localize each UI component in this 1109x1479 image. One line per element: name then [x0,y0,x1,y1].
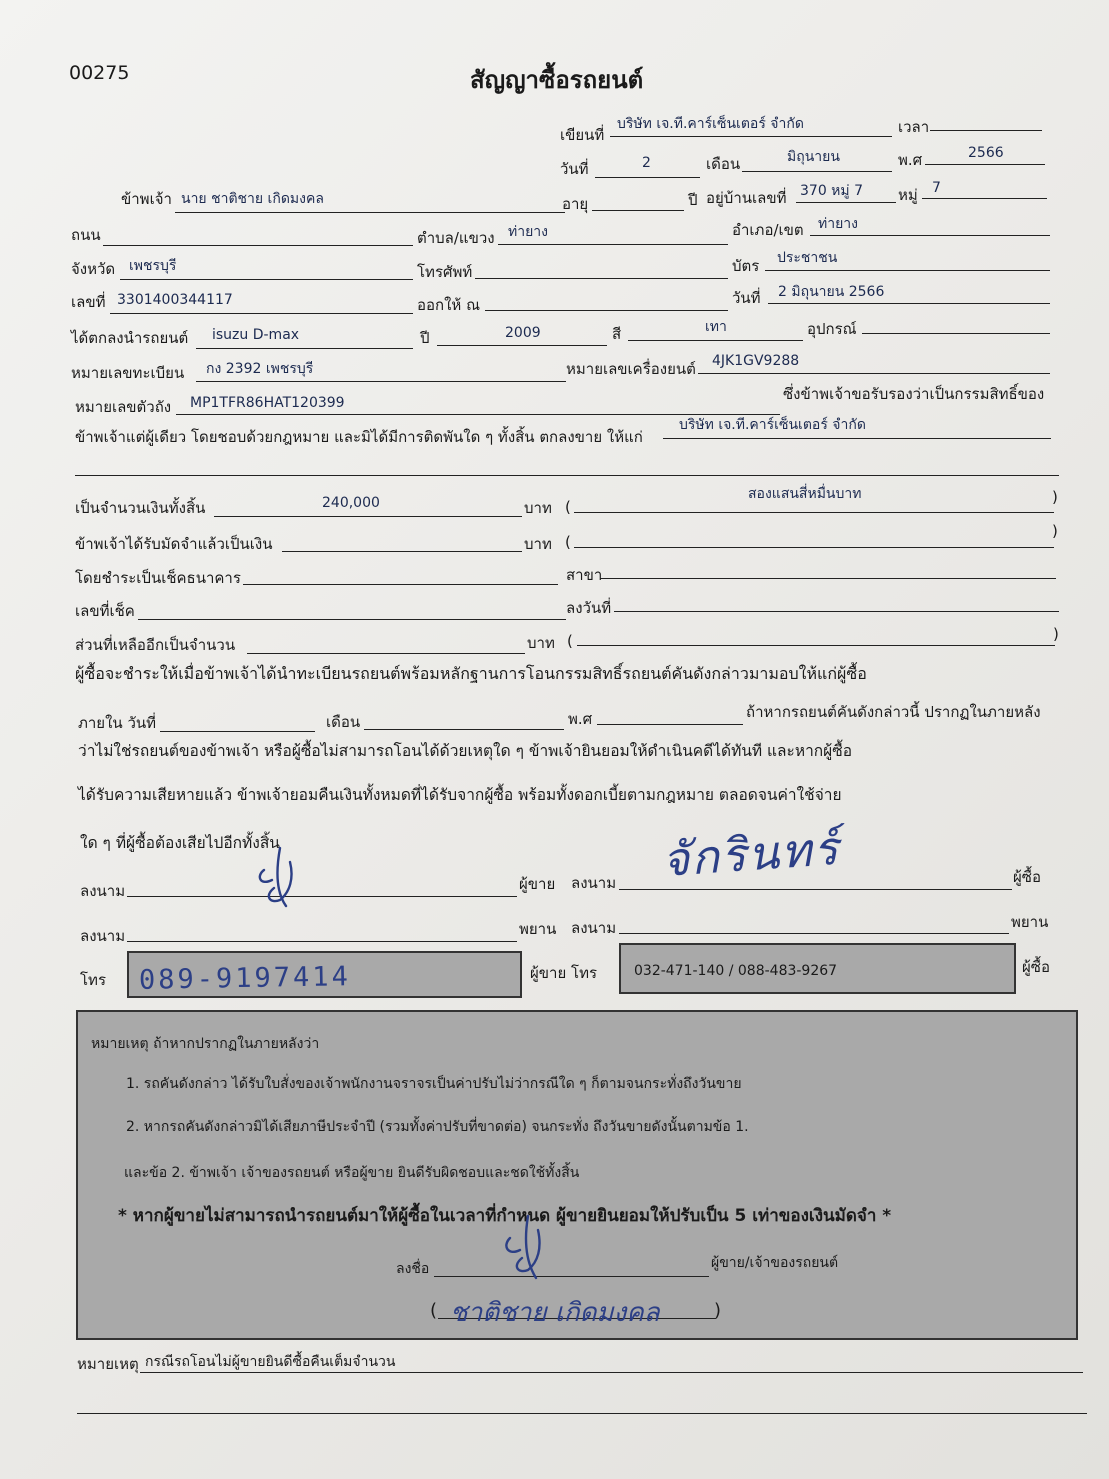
blank-line [75,475,1059,476]
vehicle-year-value: 2009 [505,325,541,341]
month-label: เดือน [706,155,741,173]
road-line [103,245,413,246]
color-label: สี [612,325,622,343]
equipment-line [862,333,1050,334]
footer-note-text: กรณีรถโอนไม่ผู้ขายยินดีซื้อคืนเต็มจำนวน [145,1354,396,1370]
moo-line [922,198,1047,199]
card-label: บัตร [732,257,760,275]
house-label: อยู่บ้านเลขที่ [706,189,787,207]
dated-line [614,611,1059,612]
branch-label: สาขา [566,566,603,584]
sole-text: ข้าพเจ้าแต่ผู้เดียว โดยชอบด้วยกฎหมาย และมิได้มีการติดพันใด ๆ ทั้งสิ้น ตกลงขาย ให้แก่ [75,428,643,446]
deposit-words-line [574,547,1054,548]
buyer-line [663,438,1051,439]
remaining-close-paren: ) [1053,625,1059,643]
house-value: 370 หมู่ 7 [800,183,863,199]
deposit-baht: บาท [524,535,552,553]
notice-owner-label: ผู้ขาย/เจ้าของรถยนต์ [711,1255,839,1271]
notice-penalty: * หากผู้ขายไม่สามารถนำรถยนต์มาให้ผู้ซื้อในเวลาที่กำหนด ผู้ขายยินยอมให้ปรับเป็น 5 เท่าของเงินมัดจำ * [118,1206,892,1226]
engine-value: 4JK1GV9288 [712,353,800,369]
tel-label: โทร [80,971,107,989]
model-value: isuzu D-max [212,327,300,343]
moo-value: 7 [932,180,941,196]
document-title: สัญญาซื้อรถยนต์ [470,66,644,94]
witness2-label: พยาน [1011,913,1049,931]
dated-label: ลงวันที่ [566,599,612,617]
terms-line1: ผู้ซื้อจะชำระให้เมื่อข้าพเจ้าได้นำทะเบียนรถยนต์พร้อมหลักฐานการโอนกรรมสิทธิ์รถยนต์คันดังกล่าวมามอบให้แก่ผู้ซื้อ [75,664,867,683]
district-value: ท่ายาง [818,216,858,232]
buyer-value: บริษัท เจ.ที.คาร์เซ็นเตอร์ จำกัด [679,417,866,433]
name-value: นาย ชาติชาย เกิดมงคล [181,191,324,207]
printed-name-open-paren: ( [430,1300,438,1321]
written-at-line [610,136,892,137]
agree-label: ได้ตกลงนำรถยนต์ [71,329,189,347]
witness2-line [619,933,1009,934]
plate-value: กง 2392 เพชรบุรี [206,361,314,377]
cert-text: ซึ่งข้าพเจ้าขอรับรองว่าเป็นกรรมสิทธิ์ของ [783,385,1045,403]
deposit-close-paren: ) [1052,522,1058,540]
notice-item3: และข้อ 2. ข้าพเจ้า เจ้าของรถยนต์ หรือผู้ขาย ยินดีรับผิดชอบและชดใช้ทั้งสิ้น [124,1165,580,1181]
district-line [810,235,1050,236]
deposit-label: ข้าพเจ้าได้รับมัดจำแล้วเป็นเงิน [75,535,273,553]
buyer-phone: 032-471-140 / 088-483-9267 [634,963,838,979]
witness2-sign-label: ลงนาม [571,919,617,937]
printed-name: ชาติชาย เกิดมงคล [450,1298,660,1328]
total-value: 240,000 [322,495,380,511]
color-line [628,340,803,341]
issued-at-label: ออกให้ ณ [417,296,480,314]
subdistrict-line [498,244,728,245]
year-value: 2566 [968,145,1004,161]
subdistrict-value: ท่ายาง [508,224,548,240]
total-open-paren: ( [565,498,571,516]
phone-line [475,278,728,279]
chassis-label: หมายเลขตัวถัง [75,398,172,416]
date-label: วันที่ [560,160,589,178]
notice-box [76,1010,1078,1340]
vehicle-year-label: ปี [420,329,430,347]
card-line [765,270,1050,271]
terms-line3: ว่าไม่ใช่รถยนต์ของข้าพเจ้า หรือผู้ซื้อไม่สามารถโอนได้ด้วยเหตุใด ๆ ข้าพเจ้ายินยอมให้ดำเนินคดีได้ทันที และหากผู้ซื้อ [78,742,853,760]
issued-date-value: 2 มิถุนายน 2566 [778,284,885,300]
phone-label: โทรศัพท์ [417,263,473,281]
id-line [110,313,413,314]
buyer-tel-label: ผู้ซื้อ [1022,958,1050,976]
deposit-line [282,551,522,552]
vehicle-year-line [437,345,607,346]
remaining-label: ส่วนที่เหลืออีกเป็นจำนวน [75,636,236,654]
terms-line2-tail: ถ้าหากรถยนต์คันดังกล่าวนี้ ปรากฏในภายหลัง [746,703,1041,721]
subdistrict-label: ตำบล/แขวง [417,229,495,247]
within-year-line [597,724,743,725]
engine-label: หมายเลขเครื่องยนต์ [566,360,696,378]
footer-note-line [140,1372,1083,1373]
time-label: เวลา [898,118,930,136]
witness1-sign-label: ลงนาม [80,927,126,945]
color-value: เทา [705,319,727,335]
chassis-line [176,414,780,415]
within-month-label: เดือน [326,713,361,731]
chassis-value: MP1TFR86HAT120399 [190,395,345,411]
issued-date-line [768,303,1050,304]
month-value: มิถุนายน [787,149,840,165]
total-close-paren: ) [1052,488,1058,506]
remaining-words-line [577,645,1055,646]
notice-sign-label: ลงชื่อ [396,1261,430,1277]
day-value: 2 [642,155,651,171]
total-words-value: สองแสนสี่หมื่นบาท [748,486,862,502]
buyer-phone-box [619,943,1016,994]
witness1-label: พยาน [519,920,557,938]
written-at-value: บริษัท เจ.ที.คาร์เซ็นเตอร์ จำกัด [617,116,804,132]
total-words-line [574,512,1054,513]
total-label: เป็นจำนวนเงินทั้งสิ้น [75,499,206,517]
terms-line5: ใด ๆ ที่ผู้ซื้อต้องเสียไปอีกทั้งสิ้น [80,834,280,852]
name-line [175,212,565,213]
written-at-label: เขียนที่ [560,126,605,144]
total-baht: บาท [524,499,552,517]
i-label: ข้าพเจ้า [121,190,172,208]
seller-signature [250,840,310,910]
cheque-no-line [138,619,566,620]
issued-date-label: วันที่ [732,289,761,307]
document-number: 00275 [69,62,130,84]
notice-item2: 2. หากรถคันดังกล่าวมิได้เสียภาษีประจำปี (รวมทั้งค่าปรับที่ขาดต่อ) จนกระทั่ง ถึงวันขายดังนั้นตามข้อ 1. [126,1119,749,1135]
witness1-line [127,941,517,942]
total-line [214,516,522,517]
cheque-line [243,584,558,585]
branch-line [600,578,1056,579]
seller-tel-label: ผู้ขาย โทร [530,964,598,982]
footer-blank-line [77,1413,1087,1414]
buyer-sign-label: ลงนาม [571,874,617,892]
province-label: จังหวัด [71,260,116,278]
id-label: เลขที่ [71,293,106,311]
within-month-line [364,729,564,730]
road-label: ถนน [71,226,101,244]
id-value: 3301400344117 [117,292,233,308]
age-label: อายุ [562,195,589,213]
issued-at-line [485,310,728,311]
plate-label: หมายเลขทะเบียน [71,364,185,382]
cheque-label: โดยชำระเป็นเช็คธนาคาร [75,569,241,587]
plate-line [196,381,566,382]
house-line [796,202,896,203]
day-line [595,177,700,178]
seller-sign-line [127,896,517,897]
footer-note-label: หมายเหตุ [77,1355,139,1373]
district-label: อำเภอ/เขต [732,221,804,239]
terms-line4: ได้รับความเสียหายแล้ว ข้าพเจ้ายอมคืนเงินทั้งหมดที่ได้รับจากผู้ซื้อ พร้อมทั้งดอกเบี้ยตามกฎหมาย ตลอดจนค่าใช้จ่าย [78,786,842,804]
buyer-label: ผู้ซื้อ [1013,868,1041,886]
province-line [120,279,413,280]
engine-line [698,373,1050,374]
within-year-label: พ.ศ [568,710,593,728]
seller-phone: 089-9197414 [138,961,352,996]
notice-sign-line [434,1276,709,1277]
remaining-open-paren: ( [567,632,573,650]
model-line [196,348,413,349]
month-line [742,171,892,172]
within-day-line [160,731,315,732]
moo-label: หมู่ [898,186,918,204]
notice-item1: 1. รถคันดังกล่าว ได้รับใบสั่งของเจ้าพนักงานจราจรเป็นค่าปรับไม่ว่ากรณีใด ๆ ก็ตามจนกระทั่งถึงวันขาย [126,1076,742,1092]
age-line [592,210,684,211]
card-value: ประชาชน [777,250,838,266]
seller-label: ผู้ขาย [519,875,556,893]
owner-signature [498,1208,558,1282]
remaining-line [247,653,525,654]
year-line [925,164,1045,165]
deposit-open-paren: ( [565,533,571,551]
notice-heading: หมายเหตุ ถ้าหากปรากฏในภายหลังว่า [91,1036,320,1052]
within-label: ภายใน วันที่ [78,714,157,732]
time-line [930,130,1042,131]
seller-phone-box [127,951,522,998]
remaining-baht: บาท [527,634,555,652]
province-value: เพชรบุรี [129,258,177,274]
seller-sign-label: ลงนาม [80,882,126,900]
cheque-no-label: เลขที่เช็ค [75,602,135,620]
equipment-label: อุปกรณ์ [807,320,857,338]
year-label: พ.ศ [898,151,923,169]
years-label: ปี [688,191,698,209]
printed-name-close-paren: ) [714,1300,722,1321]
buyer-signature: จักรินทร์ [660,820,842,888]
